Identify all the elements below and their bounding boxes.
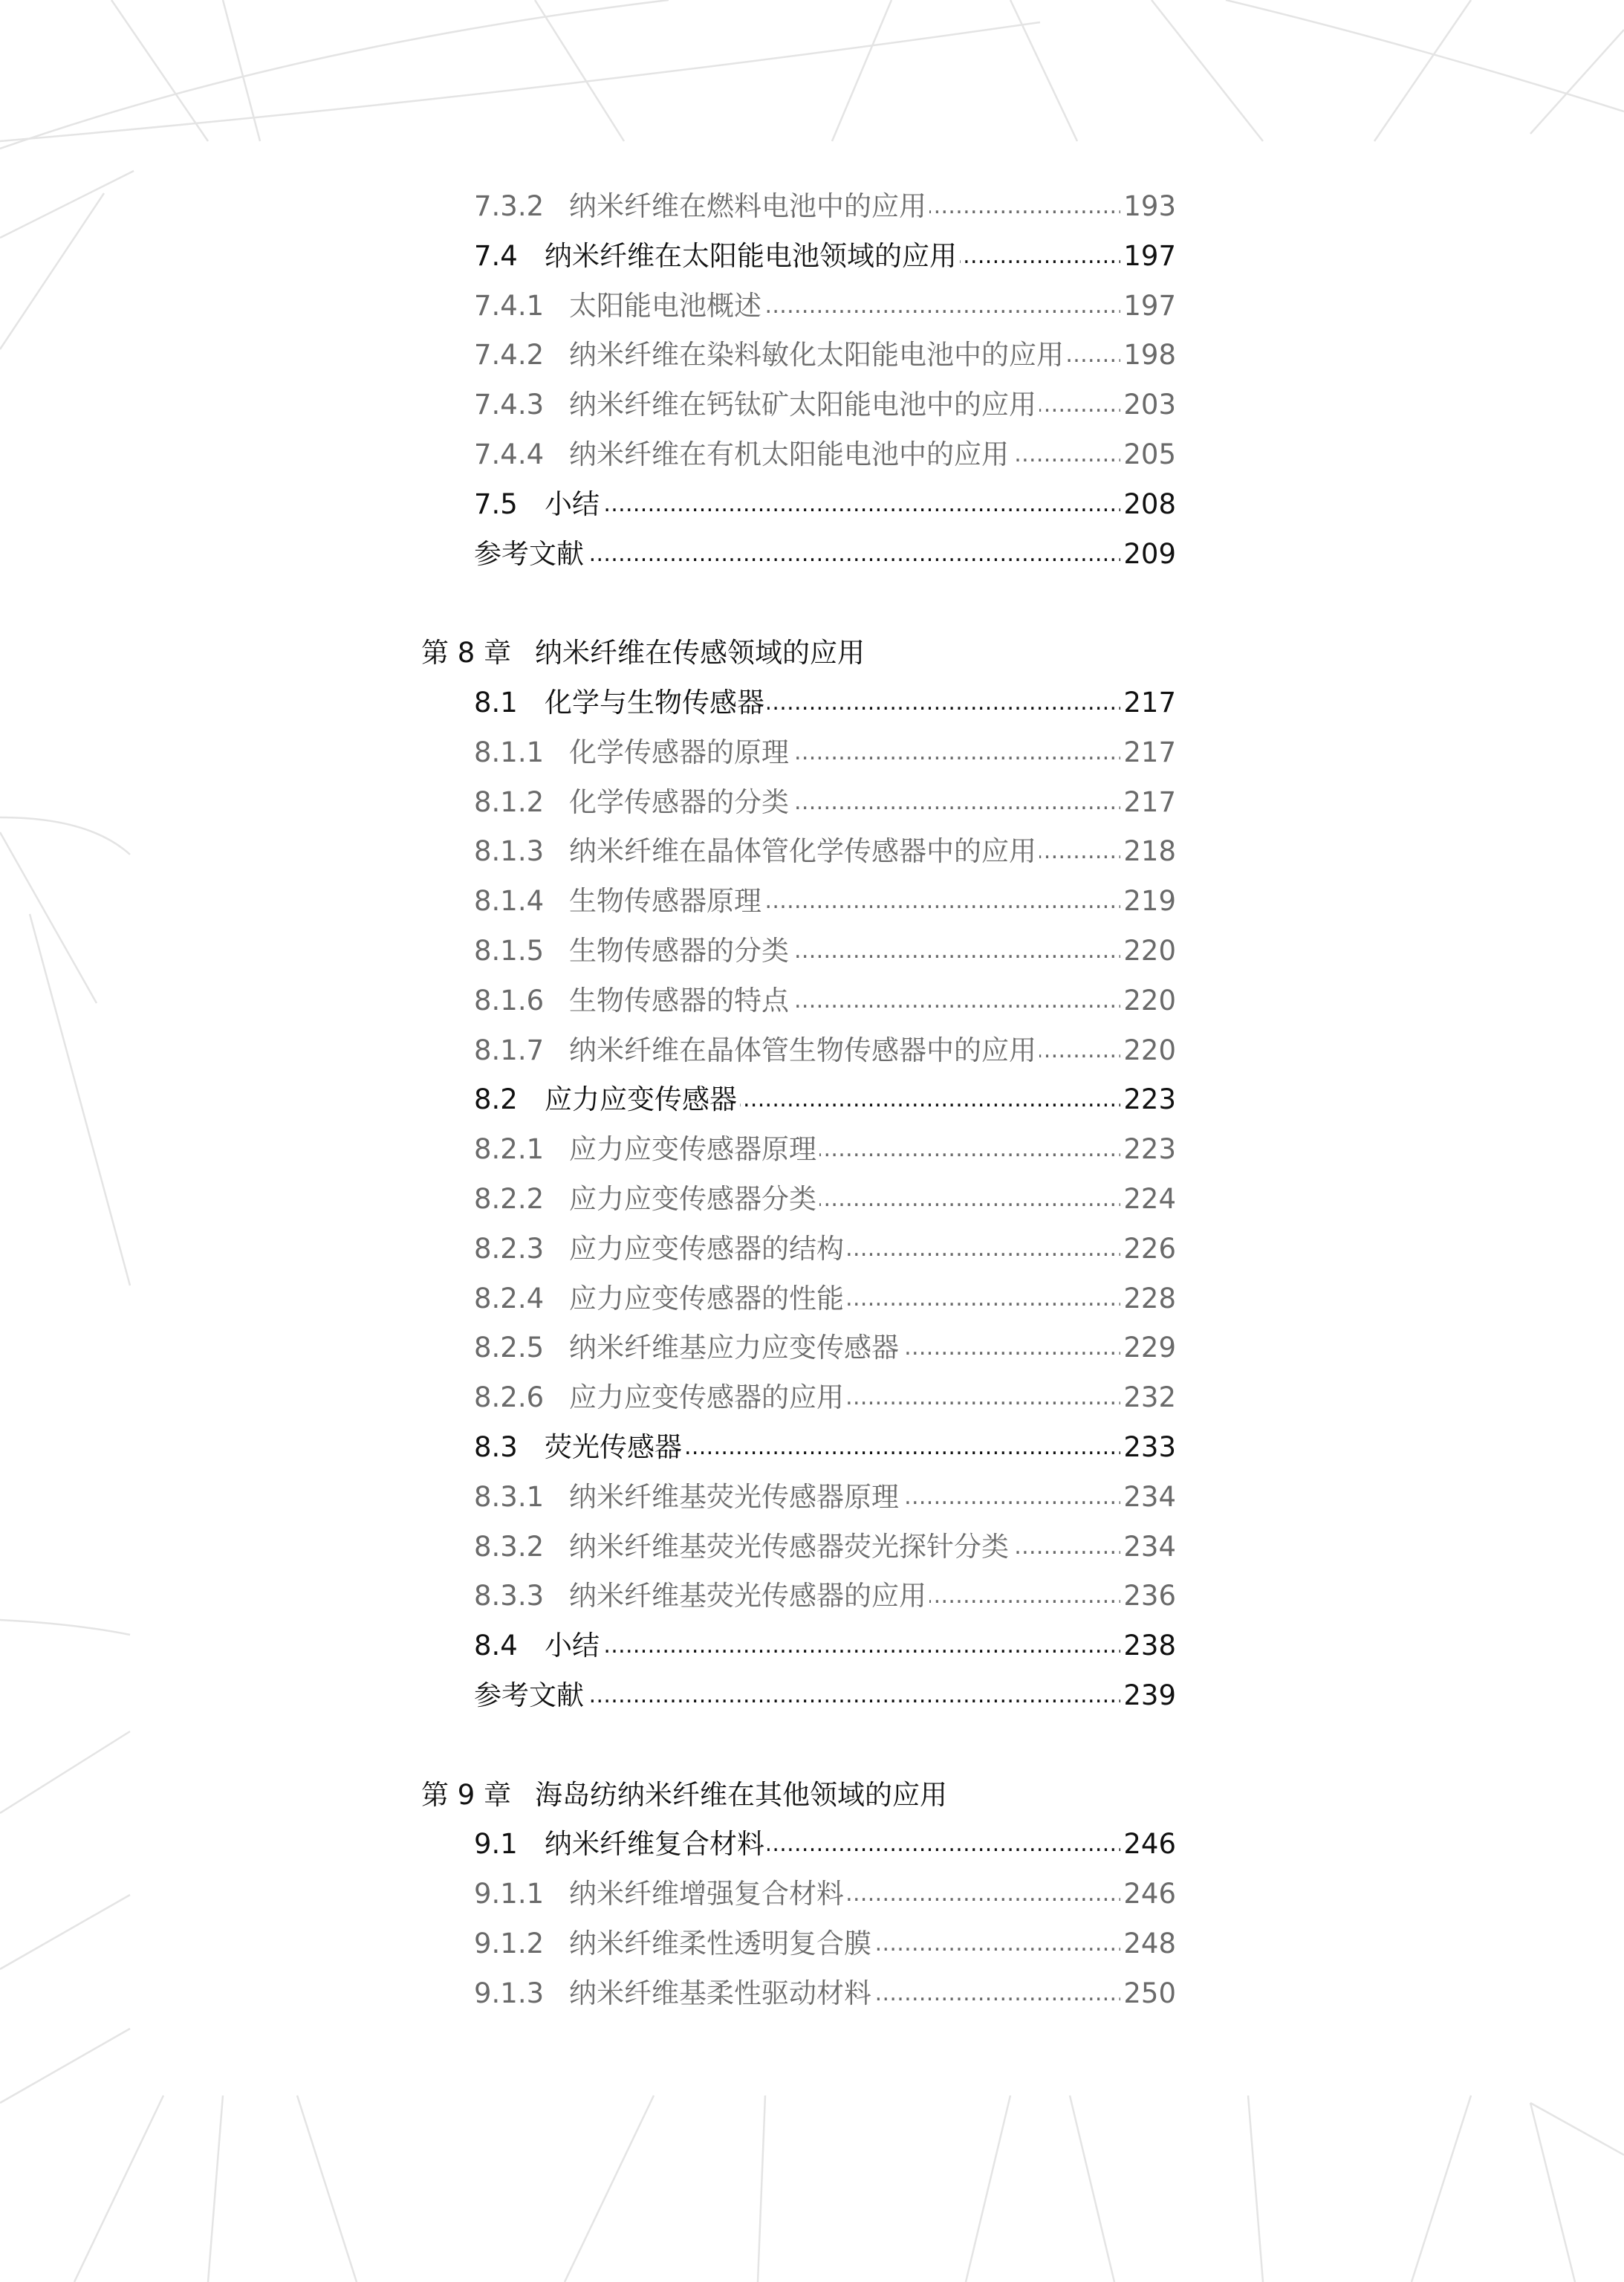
toc-dot-leader	[764, 284, 1120, 328]
toc-dot-leader	[902, 1326, 1120, 1370]
toc-dot-leader	[819, 1177, 1120, 1222]
toc-page-number: 197	[1123, 240, 1176, 272]
toc-entry-number: 8.1.4	[474, 885, 545, 917]
toc-page-number: 205	[1123, 438, 1176, 470]
toc-dot-leader	[819, 1127, 1120, 1172]
toc-entry-title: 参考文献	[474, 1679, 584, 1711]
toc-entry-number: 8.2.6	[474, 1381, 545, 1413]
toc-entry-title: 生物传感器的特点	[569, 985, 789, 1017]
toc-page-number: 203	[1123, 389, 1176, 421]
toc-entry-number: 8.2.2	[474, 1183, 545, 1215]
toc-page-number: 229	[1123, 1332, 1176, 1364]
toc-entry[interactable]	[474, 234, 1176, 279]
toc-entry-number: 8.1.2	[474, 786, 545, 818]
toc-entry-number: 8.1.7	[474, 1034, 545, 1066]
toc-dot-leader	[792, 730, 1120, 775]
toc-page-number: 217	[1123, 736, 1176, 768]
toc-entry[interactable]	[474, 1425, 1176, 1470]
toc-entry[interactable]	[474, 1475, 1176, 1520]
toc-entry-number: 第 9 章	[421, 1779, 512, 1811]
toc-entry-number: 8.3.2	[474, 1531, 545, 1563]
toc-entry-number: 9.1	[474, 1828, 518, 1860]
toc-entry-number: 8.2.4	[474, 1283, 545, 1315]
toc-entry-number: 8.3	[474, 1431, 518, 1463]
toc-dot-leader	[764, 879, 1120, 924]
toc-entry[interactable]	[474, 383, 1176, 427]
toc-dot-leader	[847, 1872, 1120, 1916]
toc-page-number: 220	[1123, 985, 1176, 1017]
toc-entry-title: 化学与生物传感器	[545, 687, 764, 719]
toc-page-number: 220	[1123, 935, 1176, 967]
toc-entry-title: 纳米纤维在太阳能电池领域的应用	[545, 240, 957, 272]
toc-entry[interactable]	[474, 1177, 1176, 1222]
toc-entry[interactable]	[474, 681, 1176, 725]
toc-page-number: 239	[1123, 1679, 1176, 1711]
toc-entry[interactable]	[474, 184, 1176, 229]
toc-entry-title: 应力应变传感器原理	[569, 1133, 816, 1165]
toc-page-number: 234	[1123, 1531, 1176, 1563]
toc-dot-leader	[847, 1375, 1120, 1420]
toc-page-number: 232	[1123, 1381, 1176, 1413]
toc-entry-title: 纳米纤维在传感领域的应用	[535, 637, 865, 669]
toc-entry-number: 7.4.1	[474, 290, 545, 322]
toc-entry-title: 小结	[545, 488, 600, 520]
toc-entry-title: 应力应变传感器分类	[569, 1183, 816, 1215]
toc-entry[interactable]	[474, 1624, 1176, 1668]
toc-entry-number: 第 8 章	[421, 637, 512, 669]
toc-entry-title: 应力应变传感器的结构	[569, 1233, 844, 1265]
toc-entry-number: 9.1.1	[474, 1878, 545, 1910]
toc-dot-leader	[602, 1624, 1120, 1668]
toc-entry-title: 化学传感器的分类	[569, 786, 789, 818]
toc-entry-title: 参考文献	[474, 538, 584, 570]
toc-entry-number: 8.2	[474, 1083, 518, 1115]
toc-page-number: 217	[1123, 786, 1176, 818]
toc-dot-leader	[1039, 829, 1120, 874]
toc-entry-title: 生物传感器原理	[569, 885, 761, 917]
toc-entry-title: 纳米纤维在有机太阳能电池中的应用	[569, 438, 1009, 470]
toc-page-number: 208	[1123, 488, 1176, 520]
toc-entry-number: 8.1.5	[474, 935, 545, 967]
toc-entry[interactable]	[474, 829, 1176, 874]
toc-entry[interactable]	[474, 1277, 1176, 1321]
toc-page-number: 193	[1123, 190, 1176, 222]
toc-entry[interactable]	[474, 1971, 1176, 2016]
toc-entry[interactable]	[474, 1525, 1176, 1569]
toc-entry-number: 7.4.4	[474, 438, 545, 470]
toc-dot-leader	[587, 532, 1120, 577]
toc-dot-leader	[929, 184, 1120, 229]
toc-page-number: 198	[1123, 339, 1176, 371]
toc-entry-number: 7.4	[474, 240, 518, 272]
toc-chapter-heading	[421, 631, 1238, 675]
toc-entry-number: 7.3.2	[474, 190, 545, 222]
toc-dot-leader	[792, 929, 1120, 973]
toc-page-number: 226	[1123, 1233, 1176, 1265]
toc-entry-number: 9.1.3	[474, 1977, 545, 2009]
toc-page-number: 250	[1123, 1977, 1176, 2009]
toc-entry[interactable]	[474, 1326, 1176, 1370]
toc-page-number: 246	[1123, 1828, 1176, 1860]
toc-entry-number: 8.1.6	[474, 985, 545, 1017]
toc-entry-title: 应力应变传感器的应用	[569, 1381, 844, 1413]
toc-entry-title: 纳米纤维在晶体管生物传感器中的应用	[569, 1034, 1036, 1066]
toc-entry[interactable]	[474, 284, 1176, 328]
toc-page-number: 197	[1123, 290, 1176, 322]
toc-page-number: 234	[1123, 1481, 1176, 1513]
toc-entry[interactable]	[474, 482, 1176, 527]
toc-entry-title: 应力应变传感器	[545, 1083, 737, 1115]
toc-page-number: 223	[1123, 1133, 1176, 1165]
toc-entry[interactable]	[474, 1822, 1176, 1867]
toc-page-number: 236	[1123, 1580, 1176, 1612]
toc-entry-title: 海岛纺纳米纤维在其他领域的应用	[535, 1779, 947, 1811]
toc-dot-leader	[767, 1822, 1120, 1867]
toc-entry-title: 应力应变传感器的性能	[569, 1283, 844, 1315]
toc-entry-number: 8.4	[474, 1630, 518, 1662]
toc-entry-number: 8.2.1	[474, 1133, 545, 1165]
toc-entry[interactable]	[474, 1922, 1176, 1966]
toc-entry-title: 纳米纤维在燃料电池中的应用	[569, 190, 926, 222]
toc-entry-number: 8.2.3	[474, 1233, 545, 1265]
toc-entry[interactable]	[474, 780, 1176, 825]
toc-chapter-heading	[421, 1773, 1238, 1818]
toc-page-number: 248	[1123, 1928, 1176, 1960]
toc-entry-title: 纳米纤维基柔性驱动材料	[569, 1977, 871, 2009]
toc-dot-leader	[602, 482, 1120, 527]
toc-page-number: 209	[1123, 538, 1176, 570]
toc-dot-leader	[1012, 432, 1120, 477]
toc-page-number: 224	[1123, 1183, 1176, 1215]
toc-entry[interactable]	[474, 1028, 1176, 1073]
toc-entry-number: 8.1.3	[474, 835, 545, 867]
toc-page-number: 238	[1123, 1630, 1176, 1662]
toc-entry[interactable]	[474, 1127, 1176, 1172]
toc-entry-title: 纳米纤维在晶体管化学传感器中的应用	[569, 835, 1036, 867]
toc-entry-title: 纳米纤维增强复合材料	[569, 1878, 844, 1910]
toc-dot-leader	[1039, 1028, 1120, 1073]
toc-entry[interactable]	[474, 1227, 1176, 1271]
toc-page-number: 219	[1123, 885, 1176, 917]
toc-entry[interactable]	[474, 979, 1176, 1023]
toc-entry-title: 纳米纤维柔性透明复合膜	[569, 1928, 871, 1960]
toc-entry[interactable]	[474, 1574, 1176, 1618]
toc-dot-leader	[740, 1077, 1120, 1122]
toc-entry[interactable]	[474, 1077, 1176, 1122]
toc-entry-title: 纳米纤维基应力应变传感器	[569, 1332, 899, 1364]
toc-entry[interactable]	[474, 879, 1176, 924]
toc-dot-leader	[874, 1971, 1120, 2016]
toc-page-number: 220	[1123, 1034, 1176, 1066]
toc-dot-leader	[1039, 383, 1120, 427]
toc-entry-number: 8.1.1	[474, 736, 545, 768]
toc-dot-leader	[960, 234, 1120, 279]
toc-dot-leader	[685, 1425, 1120, 1470]
toc-dot-leader	[874, 1922, 1120, 1966]
toc-entry-title: 太阳能电池概述	[569, 290, 761, 322]
toc-dot-leader	[792, 780, 1120, 825]
toc-dot-leader	[902, 1475, 1120, 1520]
toc-entry-title: 纳米纤维在钙钛矿太阳能电池中的应用	[569, 389, 1036, 421]
toc-entry[interactable]	[474, 929, 1176, 973]
toc-page-number: 223	[1123, 1083, 1176, 1115]
toc-entry-title: 纳米纤维在染料敏化太阳能电池中的应用	[569, 339, 1064, 371]
toc-entry[interactable]	[474, 432, 1176, 477]
toc-entry-title: 生物传感器的分类	[569, 935, 789, 967]
toc-page-number: 228	[1123, 1283, 1176, 1315]
toc-entry-number: 7.4.3	[474, 389, 545, 421]
toc-entry-number: 7.5	[474, 488, 518, 520]
toc-entry-title: 纳米纤维基荧光传感器荧光探针分类	[569, 1531, 1009, 1563]
toc-entry-number: 8.3.1	[474, 1481, 545, 1513]
toc-entry[interactable]	[474, 1673, 1176, 1718]
toc-dot-leader	[792, 979, 1120, 1023]
toc-entry[interactable]	[474, 730, 1176, 775]
toc-entry[interactable]	[474, 1375, 1176, 1420]
toc-entry-title: 荧光传感器	[545, 1431, 682, 1463]
toc-dot-leader	[1067, 333, 1120, 377]
toc-dot-leader	[929, 1574, 1120, 1618]
toc-dot-leader	[847, 1277, 1120, 1321]
toc-entry-number: 8.1	[474, 687, 518, 719]
toc-dot-leader	[587, 1673, 1120, 1718]
toc-page-number: 217	[1123, 687, 1176, 719]
toc-entry[interactable]	[474, 333, 1176, 377]
toc-dot-leader	[767, 681, 1120, 725]
toc-entry-title: 小结	[545, 1630, 600, 1662]
toc-dot-leader	[1012, 1525, 1120, 1569]
toc-entry-number: 9.1.2	[474, 1928, 545, 1960]
toc-entry[interactable]	[474, 532, 1176, 577]
toc-entry-title: 化学传感器的原理	[569, 736, 789, 768]
toc-entry-number: 8.3.3	[474, 1580, 545, 1612]
toc-entry-number: 8.2.5	[474, 1332, 545, 1364]
toc-dot-leader	[847, 1227, 1120, 1271]
toc-page-number: 218	[1123, 835, 1176, 867]
toc-page-number: 246	[1123, 1878, 1176, 1910]
toc-page-number: 233	[1123, 1431, 1176, 1463]
toc-entry[interactable]	[474, 1872, 1176, 1916]
toc-entry-title: 纳米纤维复合材料	[545, 1828, 764, 1860]
toc-entry-title: 纳米纤维基荧光传感器的应用	[569, 1580, 926, 1612]
toc-entry-title: 纳米纤维基荧光传感器原理	[569, 1481, 899, 1513]
toc-entry-number: 7.4.2	[474, 339, 545, 371]
